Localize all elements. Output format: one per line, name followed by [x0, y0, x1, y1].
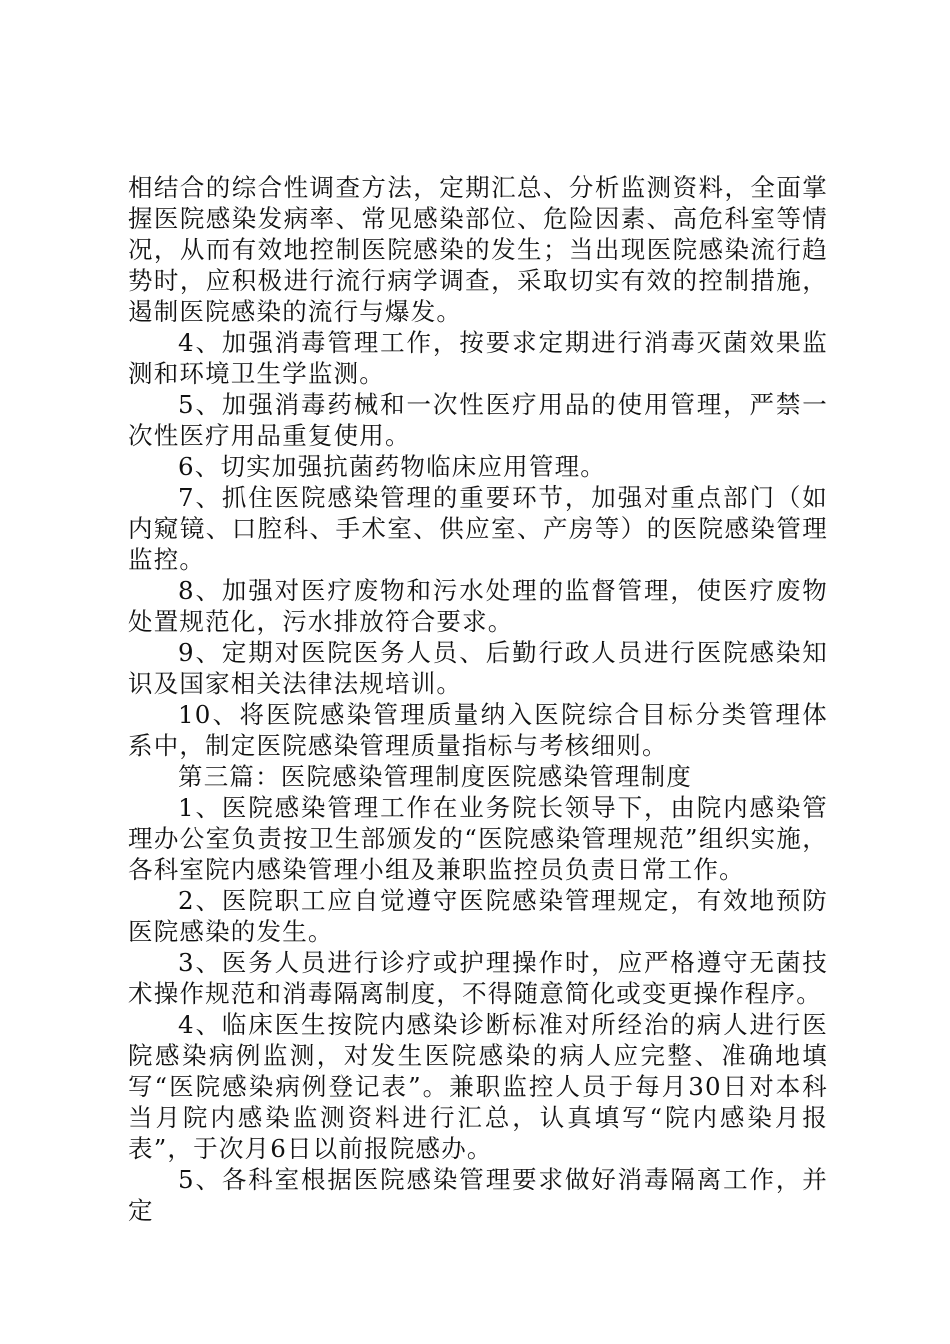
paragraph-rule-3: 3、医务人员进行诊疗或护理操作时，应严格遵守无菌技术操作规范和消毒隔离制度，不得随意简化或变更操作程序。 [128, 948, 828, 1008]
paragraph-item-5-disposables: 5、加强消毒药械和一次性医疗用品的使用管理，严禁一次性医疗用品重复使用。 [128, 390, 828, 450]
paragraph-item-8-medical-waste: 8、加强对医疗废物和污水处理的监督管理，使医疗废物处置规范化，污水排放符合要求。 [128, 576, 828, 636]
paragraph-item-4-disinfection: 4、加强消毒管理工作，按要求定期进行消毒灭菌效果监测和环境卫生学监测。 [128, 328, 828, 388]
paragraph-rule-5: 5、各科室根据医院感染管理要求做好消毒隔离工作，并定 [128, 1165, 828, 1225]
paragraph-rule-1: 1、医院感染管理工作在业务院长领导下，由院内感染管理办公室负责按卫生部颁发的“医院感染管理规范”组织实施，各科室院内感染管理小组及兼职监控员负责日常工作。 [128, 793, 828, 884]
paragraph-rule-2: 2、医院职工应自觉遵守医院感染管理规定，有效地预防医院感染的发生。 [128, 886, 828, 946]
paragraph-item-10-quality: 10、将医院感染管理质量纳入医院综合目标分类管理体系中，制定医院感染管理质量指标与考核细则。 [128, 700, 828, 760]
paragraph-item-7-key-departments: 7、抓住医院感染管理的重要环节，加强对重点部门（如内窥镜、口腔科、手术室、供应室、产房等）的医院感染管理监控。 [128, 483, 828, 574]
document-body [128, 172, 828, 1226]
paragraph-rule-4: 4、临床医生按院内感染诊断标准对所经治的病人进行医院感染病例监测，对发生医院感染的病人应完整、准确地填写“医院感染病例登记表”。兼职监控人员于每月30日对本科当月院内感染监测资料进行汇总，认真填写“院内感染月报表”，于次月6日以前报院感办。 [128, 1010, 828, 1163]
paragraph-continuation: 相结合的综合性调查方法，定期汇总、分析监测资料，全面掌握医院感染发病率、常见感染部位、危险因素、高危科室等情况，从而有效地控制医院感染的发生；当出现医院感染流行趋势时，应积极进行流行病学调查，采取切实有效的控制措施，遏制医院感染的流行与爆发。 [128, 173, 828, 326]
section-heading: 第三篇：医院感染管理制度医院感染管理制度 [178, 762, 692, 791]
paragraph-item-9-training: 9、定期对医院医务人员、后勤行政人员进行医院感染知识及国家相关法律法规培训。 [128, 638, 828, 698]
paragraph-item-6-antibiotics: 6、切实加强抗菌药物临床应用管理。 [178, 452, 606, 481]
